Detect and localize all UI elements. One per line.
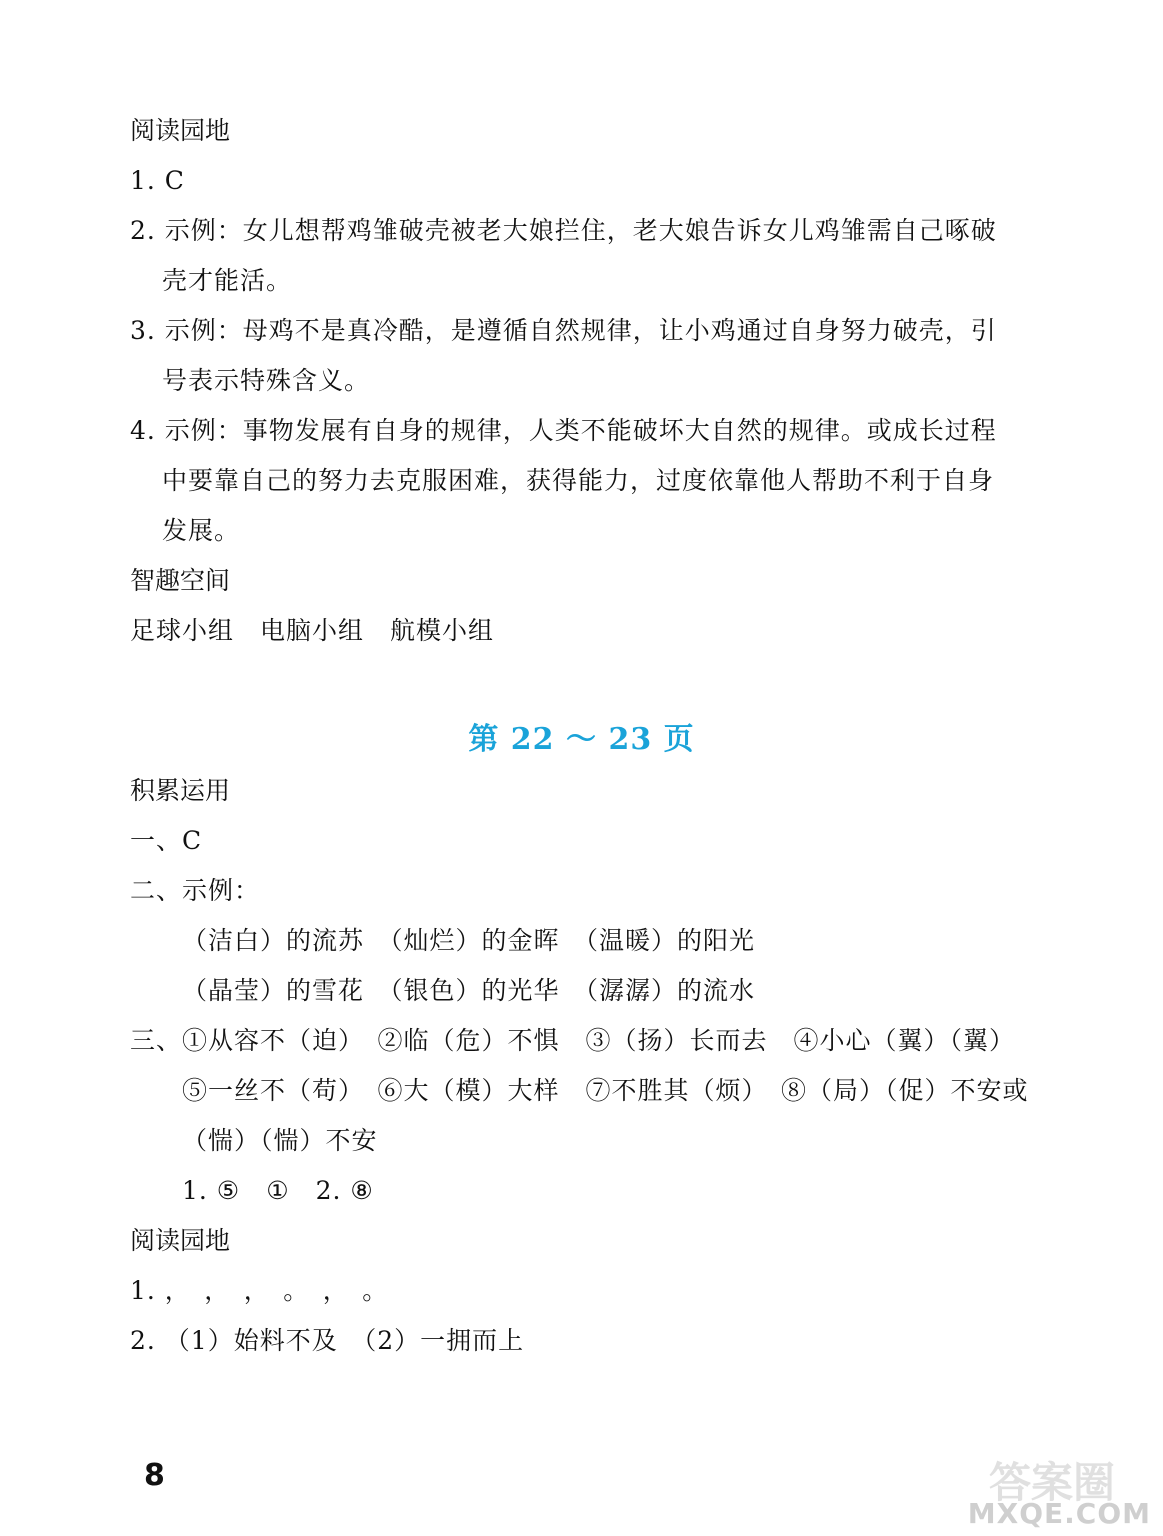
answer-line: ⑤一丝不（苟） ⑥大（模）大样 ⑦不胜其（烦） ⑧（局）（促）不安或 [182, 1076, 1029, 1105]
answer-line: 中要靠自己的努力去克服困难，获得能力，过度依靠他人帮助不利于自身 [162, 466, 995, 495]
page-number: 8 [144, 1458, 165, 1493]
answer-line: 2. 示例：女儿想帮鸡雏破壳被老大娘拦住，老大娘告诉女儿鸡雏需自己啄破 [130, 216, 997, 245]
answer-line: 号表示特殊含义。 [162, 366, 371, 395]
section-heading-puzzle: 智趣空间 [130, 566, 231, 595]
answer-line: 二、示例： [130, 876, 261, 905]
section-heading-reading-1: 阅读园地 [130, 116, 231, 145]
page-range-title: 第 22 ～ 23 页 [468, 722, 695, 757]
answer-line: 壳才能活。 [162, 266, 293, 295]
answer-line: 三、①从容不（迫） ②临（危）不惧 ③（扬）长而去 ④小心（翼）（翼） [130, 1026, 1016, 1055]
answer-line: （惴）（惴）不安 [182, 1126, 378, 1155]
answer-line: 3. 示例：母鸡不是真冷酷，是遵循自然规律，让小鸡通过自身努力破壳，引 [130, 316, 997, 345]
section-heading-reading-2: 阅读园地 [130, 1226, 231, 1255]
answer-line: 1. ⑤ ① 2. ⑧ [182, 1176, 374, 1205]
answer-line: 1. C [130, 166, 185, 195]
answer-line: 一、C [130, 826, 203, 855]
answer-line: 发展。 [162, 516, 241, 545]
answer-line: （晶莹）的雪花 （银色）的光华 （潺潺）的流水 [182, 976, 756, 1005]
answer-line: 2. （1）始料不及 （2）一拥而上 [130, 1326, 525, 1355]
answer-line: （洁白）的流苏 （灿烂）的金晖 （温暖）的阳光 [182, 926, 756, 955]
answer-line: 1. ， ， ， 。 ， 。 [130, 1276, 389, 1305]
watermark-url: MXQE.COM [967, 1497, 1151, 1530]
answer-line: 足球小组 电脑小组 航模小组 [130, 616, 495, 645]
section-heading-accumulation: 积累运用 [130, 776, 231, 805]
watermark [967, 1448, 1155, 1530]
answer-line: 4. 示例：事物发展有自身的规律，人类不能破坏大自然的规律。或成长过程 [130, 416, 997, 445]
watermark-logo: 答案圈 [989, 1458, 1116, 1507]
